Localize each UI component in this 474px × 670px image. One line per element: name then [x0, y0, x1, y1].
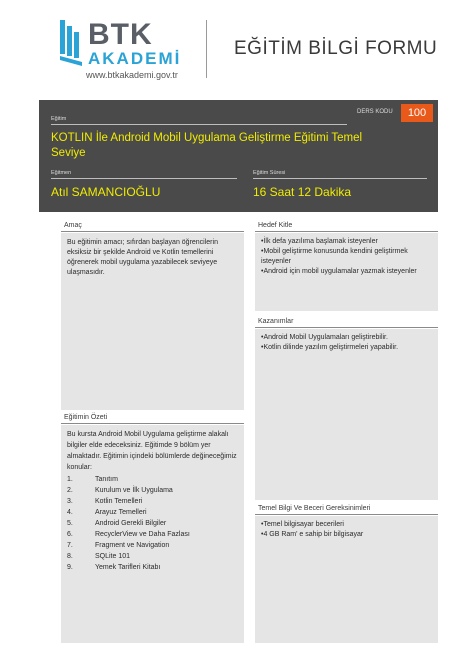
website-link[interactable]: www.btkakademi.gov.tr: [86, 70, 178, 80]
page-header: [0, 0, 474, 98]
amac-underline: [61, 231, 244, 232]
sure-underline: [253, 178, 427, 179]
ozet-text: Bu kursta Android Mobil Uygulama geliştirme alakalı bilgiler elde edeceksiniz. Eğitimde 9 bölüm yer almaktadır. Eğitimin içindeki bölümlerde değineceğimiz konular:: [67, 431, 237, 471]
list-item: •Kotlin dilinde yazılım geliştirmeleri yapabilir.: [261, 344, 399, 351]
ozet-underline: [61, 423, 244, 424]
gereksinim-label: Temel Bilgi Ve Beceri Gereksinimleri: [258, 505, 371, 512]
list-item: 5. Android Gerekli Bilgiler: [67, 520, 167, 527]
sure-label: Eğitim Süresi: [253, 170, 286, 176]
egitmen-value: Atıl SAMANCIOĞLU: [51, 185, 161, 199]
ozet-label: Eğitimin Özeti: [64, 414, 108, 421]
list-item: •Android için mobil uygulamalar yazmak isteyenler: [261, 268, 417, 275]
kazanimlar-underline: [255, 327, 438, 328]
course-title: KOTLIN İle Android Mobil Uygulama Geliştirme Eğitimi Temel Seviye: [51, 132, 363, 159]
egitim-underline: [51, 124, 347, 125]
list-item: 2. Kurulum ve İlk Uygulama: [67, 487, 173, 494]
sure-value: 16 Saat 12 Dakika: [253, 185, 352, 199]
list-item: 9. Yemek Tarifleri Kitabı: [67, 564, 161, 571]
ders-kodu-badge: 100: [401, 104, 433, 122]
list-item: 3. Kotlin Temelleri: [67, 498, 143, 505]
egitim-label: Eğitim: [51, 116, 67, 122]
egitmen-label: Eğitmen: [51, 170, 72, 176]
list-item: •4 GB Ram' e sahip bir bilgisayar: [261, 531, 364, 538]
brand-top: BTK: [88, 18, 153, 51]
kazanimlar-label: Kazanımlar: [258, 318, 294, 325]
list-item: •İlk defa yazılıma başlamak isteyenler: [261, 238, 378, 245]
list-item: •Temel bilgisayar becerileri: [261, 521, 344, 528]
gereksinim-underline: [255, 514, 438, 515]
list-item: •Mobil geliştirme konusunda kendini geliştirmek isteyenler: [261, 248, 408, 265]
list-item: 7. Fragment ve Navigation: [67, 542, 170, 549]
list-item: 8. SQLite 101: [67, 553, 131, 560]
hedef-box: [255, 233, 438, 311]
amac-box: [61, 233, 244, 410]
list-item: 1. Tanıtım: [67, 476, 118, 483]
hedef-underline: [255, 231, 438, 232]
hedef-list: [261, 237, 433, 277]
kazanimlar-list: [261, 333, 433, 353]
list-item: 4. Arayuz Temelleri: [67, 509, 147, 516]
brand-bottom: AKADEMİ: [88, 49, 182, 68]
course-info-panel: [39, 100, 438, 212]
amac-text: Bu eğitimin amacı; sıfırdan başlayan öğrencilerin eksiksiz bir şekilde Android ve Kotlin temellerini öğrenerek mobil uygulama yazabilecek seviyeye ulaşmasıdır.: [67, 239, 218, 276]
list-item: •Android Mobil Uygulamaları geliştirebilir.: [261, 334, 388, 341]
gereksinim-box: [255, 516, 438, 643]
header-divider: [206, 20, 207, 78]
ozet-topic-list: [67, 474, 239, 573]
btk-logo: [58, 18, 188, 78]
ozet-box: [61, 425, 244, 643]
btk-logo-mark-icon: [58, 18, 84, 66]
list-item: 6. RecyclerView ve Daha Fazlası: [67, 531, 190, 538]
gereksinim-list: [261, 520, 433, 540]
hedef-label: Hedef Kitle: [258, 222, 293, 229]
amac-label: Amaç: [64, 222, 82, 229]
kazanimlar-box: [255, 329, 438, 500]
egitmen-underline: [51, 178, 237, 179]
ders-kodu-label: DERS KODU: [357, 109, 393, 115]
form-title: EĞİTİM BİLGİ FORMU: [234, 38, 438, 59]
